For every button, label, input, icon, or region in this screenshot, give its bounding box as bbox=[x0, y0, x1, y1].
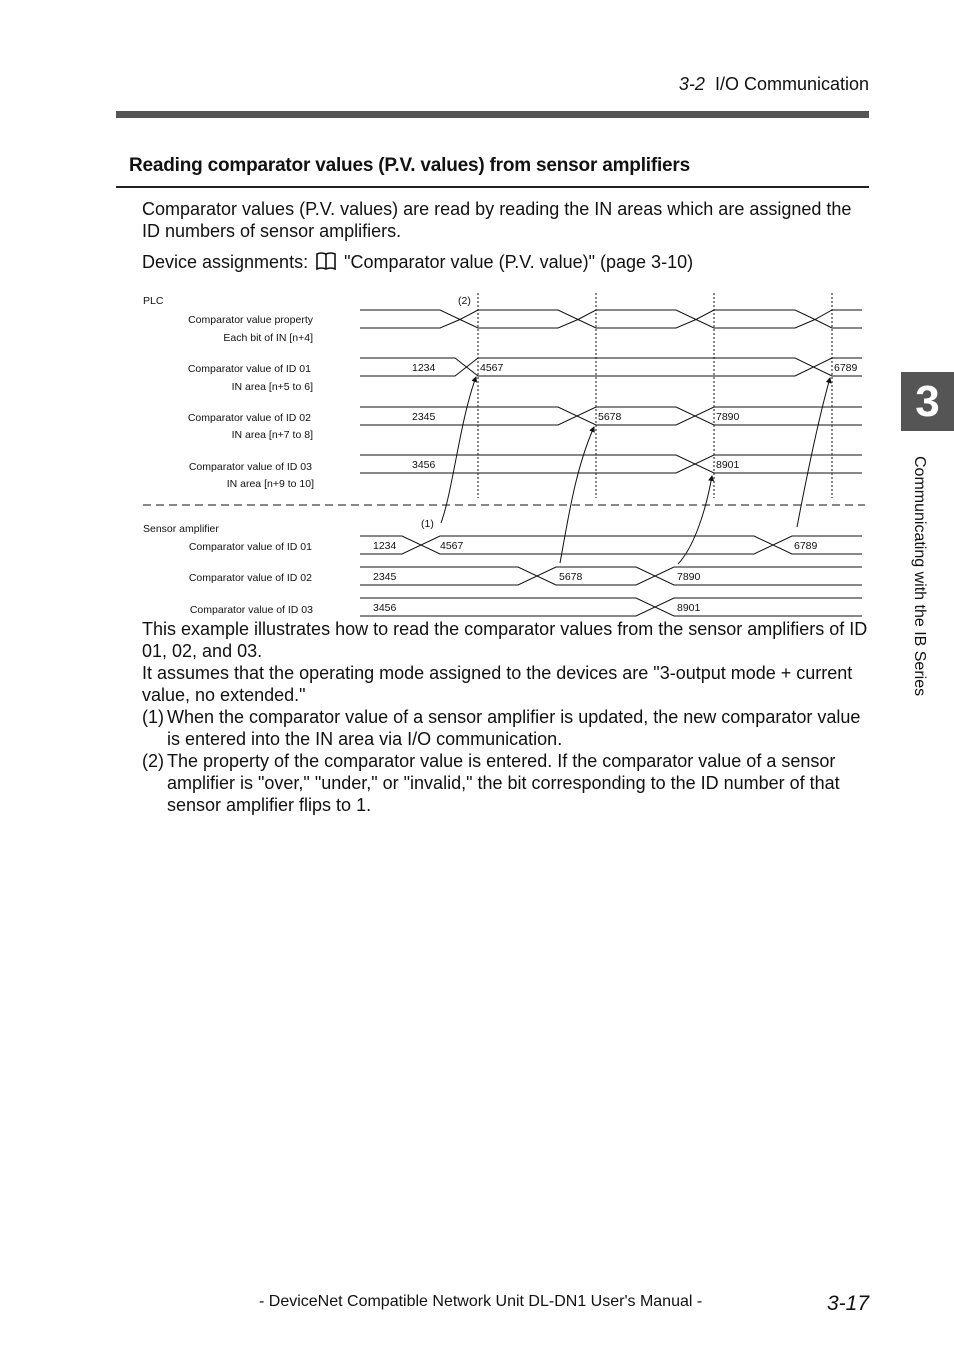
timing-diagram bbox=[0, 0, 954, 640]
sensor-id01-value: 4567 bbox=[440, 540, 464, 552]
list-marker: (2) bbox=[142, 751, 164, 771]
device-assignments-label: Device assignments: bbox=[142, 252, 309, 272]
plc-id03-value: 8901 bbox=[716, 459, 740, 471]
list-item bbox=[142, 750, 869, 816]
list-text: The property of the comparator value is entered. If the comparator value of a sensor amplifier is "over," "under," or "invalid," the bit corresponding to the ID number of that sensor amplifier flips to 1. bbox=[167, 751, 840, 815]
plc-id01-value: 4567 bbox=[480, 362, 504, 374]
timing-markers bbox=[478, 293, 832, 498]
note-1-marker: (1) bbox=[421, 518, 434, 530]
property-bit-waveform bbox=[360, 310, 862, 328]
note-2-marker: (2) bbox=[458, 295, 471, 307]
list-item bbox=[142, 706, 869, 750]
section-number: 3-2 bbox=[678, 74, 705, 94]
sensor-id02-value: 7890 bbox=[677, 571, 701, 583]
list-text: When the comparator value of a sensor amplifier is updated, the new comparator value is entered into the IN area via I/O communication. bbox=[167, 707, 861, 749]
plc-signal-label: Comparator value of ID 03 bbox=[188, 461, 312, 473]
sensor-id01-value: 6789 bbox=[794, 540, 818, 552]
sensor-id01-bus bbox=[360, 536, 862, 554]
plc-signal-sublabel: IN area [n+5 to 6] bbox=[231, 381, 313, 393]
plc-id02-value: 2345 bbox=[412, 411, 436, 423]
list-marker: (1) bbox=[142, 707, 164, 727]
device-assignments-reference[interactable]: "Comparator value (P.V. value)" (page 3-10) bbox=[344, 252, 694, 272]
plc-id02-value: 5678 bbox=[598, 411, 622, 423]
sensor-amplifier-label: Sensor amplifier bbox=[143, 523, 219, 535]
plc-id01-value: 1234 bbox=[412, 362, 436, 374]
plc-label: PLC bbox=[143, 295, 164, 307]
example-paragraph: This example illustrates how to read the comparator values from the sensor amplifiers of ID 01, 02, and 03. bbox=[142, 619, 868, 661]
plc-signal-sublabel: IN area [n+7 to 8] bbox=[231, 429, 313, 441]
sensor-id03-value: 3456 bbox=[373, 602, 397, 614]
page-number: 3-17 bbox=[826, 1292, 869, 1315]
sensor-signal-label: Comparator value of ID 02 bbox=[188, 572, 312, 584]
plc-signal-label: Comparator value property bbox=[188, 314, 313, 326]
sensor-id01-value: 1234 bbox=[373, 540, 397, 552]
plc-signal-sublabel: Each bit of IN [n+4] bbox=[223, 332, 313, 344]
sensor-id02-bus bbox=[360, 567, 862, 585]
chapter-tab: 3 bbox=[901, 372, 954, 431]
plc-id03-value: 3456 bbox=[412, 459, 436, 471]
page-heading: Reading comparator values (P.V. values) from sensor amplifiers bbox=[129, 155, 690, 176]
plc-signal-label: Comparator value of ID 01 bbox=[187, 363, 311, 375]
assumption-paragraph: It assumes that the operating mode assigned to the devices are "3-output mode + current value, no extended." bbox=[142, 663, 853, 705]
section-title: I/O Communication bbox=[714, 74, 869, 94]
chapter-side-title: Communicating with the IB Series bbox=[911, 456, 928, 697]
sensor-id02-value: 2345 bbox=[373, 571, 397, 583]
sensor-signal-label: Comparator value of ID 03 bbox=[189, 604, 313, 616]
plc-signal-label: Comparator value of ID 02 bbox=[187, 412, 311, 424]
plc-id01-value: 6789 bbox=[834, 362, 858, 374]
intro-paragraph: Comparator values (P.V. values) are read by reading the IN areas which are assigned the ID numbers of sensor amplifiers. bbox=[142, 199, 852, 241]
sensor-id03-value: 8901 bbox=[677, 602, 701, 614]
sensor-id02-value: 5678 bbox=[559, 571, 583, 583]
sensor-id03-bus bbox=[360, 598, 862, 616]
sensor-signal-label: Comparator value of ID 01 bbox=[188, 541, 312, 553]
notes-list bbox=[142, 706, 869, 816]
plc-signal-sublabel: IN area [n+9 to 10] bbox=[226, 478, 314, 490]
footer-manual-title: - DeviceNet Compatible Network Unit DL-DN1 User's Manual - bbox=[259, 1293, 703, 1310]
plc-id02-value: 7890 bbox=[716, 411, 740, 423]
